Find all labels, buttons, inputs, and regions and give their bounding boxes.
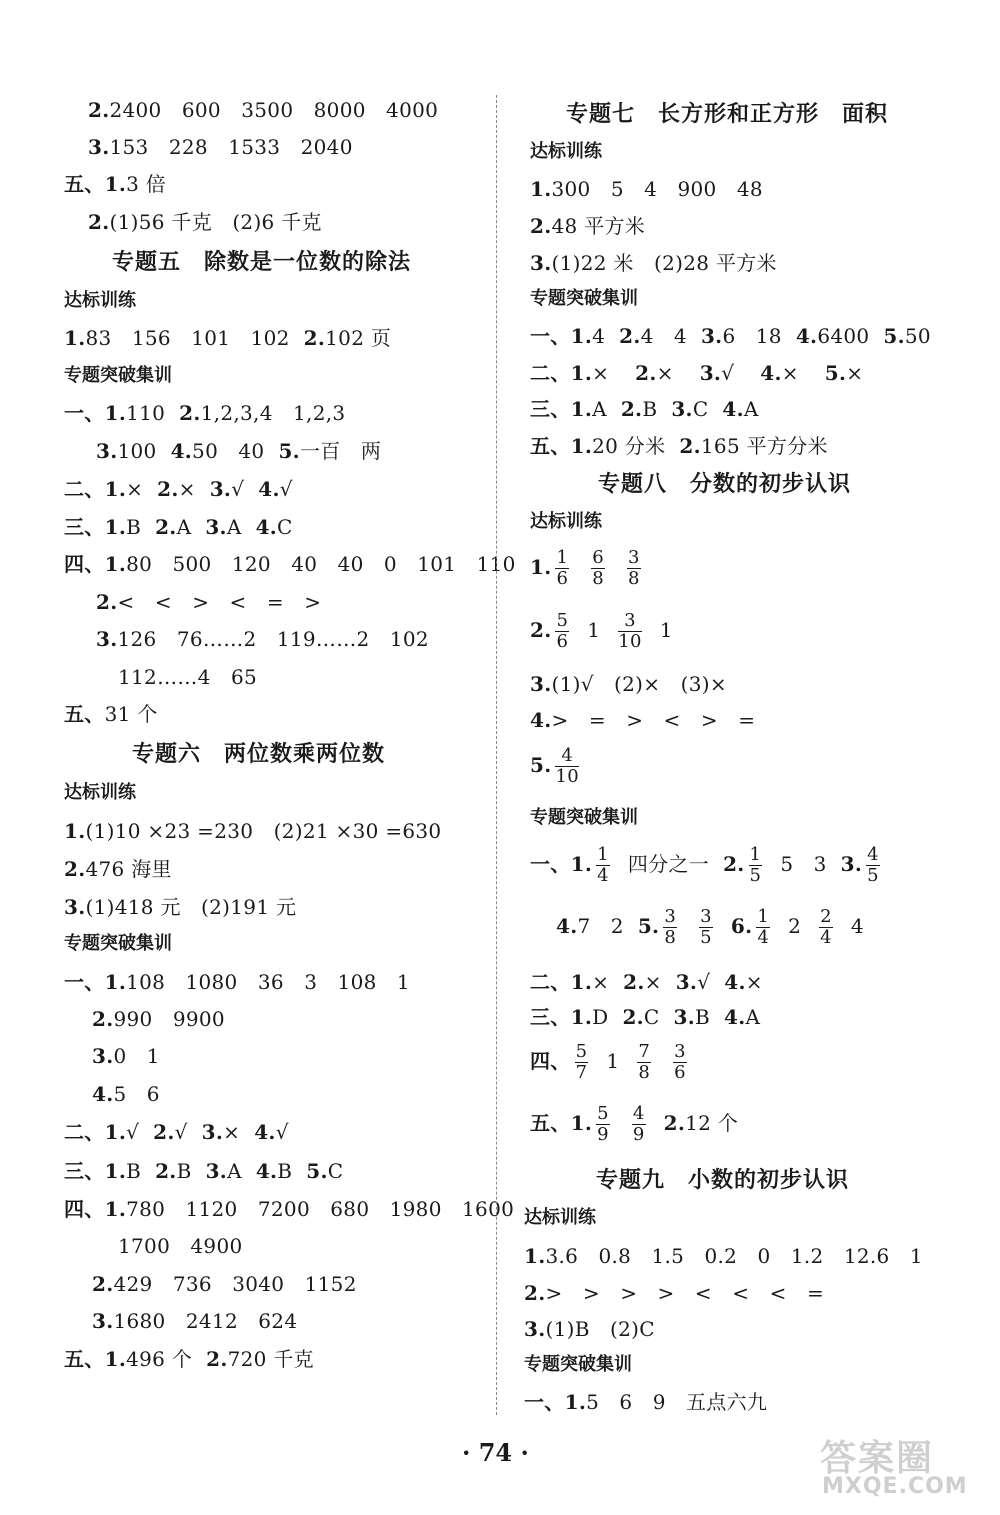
answer-line: 1. $\frac{1}{6}$ $\frac{6}{8}$ $\frac{3}{8}$ [530, 547, 640, 589]
answer-line: 二、1.√ 2.√ 3.× 4.√ [64, 1120, 289, 1144]
answer-line: 5. $\frac{4}{10}$ [530, 745, 579, 787]
answer-line: 四、1.80 500 120 40 40 0 101 110 [64, 552, 516, 576]
fraction: $\frac{1}{6}$ [556, 547, 569, 589]
answer-line: 3.126 76……2 119……2 102 [96, 627, 429, 651]
section-title: 专题五 除数是一位数的除法 [112, 250, 412, 275]
answer-line: 1.3.6 0.8 1.5 0.2 0 1.2 12.6 1 [524, 1244, 923, 1268]
answer-line: 3.0 1 [92, 1044, 160, 1068]
answer-line: 四、 $\frac{5}{7}$ 1 $\frac{7}{8}$ $\frac{3}{6}$ [530, 1041, 686, 1083]
watermark-text: 答案圈 [820, 1438, 935, 1479]
subsection-label: 达标训练 [524, 1207, 596, 1228]
answer-line: 1.(1)10 ×23 =230 (2)21 ×30 =630 [64, 819, 442, 843]
fraction: $\frac{3}{5}$ [700, 906, 712, 948]
answer-line: 2.48 平方米 [530, 214, 646, 238]
fraction: $\frac{2}{4}$ [820, 906, 832, 948]
answer-line: 二、1.× 2.× 3.√ 4.× 5.× [530, 361, 864, 385]
subsection-label: 专题突破集训 [530, 288, 638, 309]
fraction: $\frac{3}{10}$ [618, 610, 642, 652]
answer-line: 五、1.496 个 2.720 千克 [64, 1347, 314, 1371]
subsection-label: 专题突破集训 [64, 365, 172, 386]
answer-line: 3.1680 2412 624 [92, 1309, 298, 1333]
fraction: $\frac{3}{6}$ [674, 1041, 686, 1083]
answer-line: 二、1.× 2.× 3.√ 4.√ [64, 477, 293, 501]
answer-line: 五、1.3 倍 [64, 172, 167, 196]
section-title: 专题九 小数的初步认识 [596, 1168, 850, 1193]
fraction: $\frac{6}{8}$ [592, 547, 605, 589]
column-divider [496, 95, 497, 1415]
answer-line: 三、1.B 2.A 3.A 4.C [64, 515, 293, 539]
watermark-logo [820, 1430, 990, 1505]
fraction: $\frac{4}{9}$ [632, 1103, 645, 1145]
answer-line: 2.990 9900 [92, 1007, 225, 1031]
fraction: $\frac{1}{4}$ [757, 906, 770, 948]
watermark-url: MXQE.COM [822, 1474, 968, 1499]
answer-line: 三、1.B 2.B 3.A 4.B 5.C [64, 1159, 344, 1183]
answer-line: 1.83 156 101 102 2.102 页 [64, 326, 392, 350]
answer-line: 五、31 个 [64, 702, 158, 726]
section-title: 专题六 两位数乘两位数 [132, 742, 386, 767]
answer-line: 2.476 海里 [64, 857, 172, 881]
answer-line: 三、1.A 2.B 3.C 4.A [530, 397, 759, 421]
answer-line: 2.< < > < = > [96, 590, 322, 614]
answer-line: 五、1. $\frac{5}{9}$ $\frac{4}{9}$ 2.12 个 [530, 1103, 739, 1145]
answer-line: 4.7 2 5. $\frac{3}{8}$ $\frac{3}{5}$ 6. $\frac{1}{4}$ 2 $\frac{2}{4}$ 4 [556, 906, 864, 948]
subsection-label: 专题突破集训 [524, 1354, 632, 1375]
answer-line: 四、1.780 1120 7200 680 1980 1600 [64, 1197, 515, 1221]
fraction: $\frac{1}{4}$ [597, 844, 609, 886]
subsection-label: 专题突破集训 [530, 807, 638, 828]
fraction: $\frac{5}{6}$ [556, 610, 569, 652]
answer-line: 3.(1)22 米 (2)28 平方米 [530, 251, 777, 275]
fraction: $\frac{5}{9}$ [597, 1103, 609, 1145]
subsection-label: 专题突破集训 [64, 933, 172, 954]
answer-line: 2.2400 600 3500 8000 4000 [88, 98, 439, 122]
answer-line: 2.(1)56 千克 (2)6 千克 [88, 210, 322, 234]
section-title: 专题七 长方形和正方形 面积 [566, 102, 889, 127]
answer-line: 一、1.110 2.1,2,3,4 1,2,3 [64, 401, 346, 425]
answer-line: 五、1.20 分米 2.165 平方分米 [530, 434, 828, 458]
subsection-label: 达标训练 [530, 511, 602, 532]
answer-line: 一、1.4 2.4 4 3.6 18 4.6400 5.50 [530, 324, 931, 348]
answer-line: 3.153 228 1533 2040 [88, 135, 353, 159]
answer-line: 三、1.D 2.C 3.B 4.A [530, 1005, 761, 1029]
fraction: $\frac{4}{5}$ [867, 844, 879, 886]
answer-line: 1700 4900 [118, 1234, 243, 1258]
answer-line: 2.> > > > < < < = [524, 1281, 825, 1305]
answer-line: 一、1. $\frac{1}{4}$ 四分之一 2. $\frac{1}{5}$ 5 3 3. $\frac{4}{5}$ [530, 844, 879, 886]
answer-line: 一、1.108 1080 36 3 108 1 [64, 970, 410, 994]
fraction: $\frac{5}{7}$ [575, 1041, 588, 1083]
subsection-label: 达标训练 [64, 782, 136, 803]
answer-line: 3.(1)B (2)C [524, 1317, 655, 1341]
fraction: $\frac{1}{5}$ [749, 844, 762, 886]
answer-line: 3.100 4.50 40 5.一百 两 [96, 439, 382, 463]
subsection-label: 达标训练 [64, 290, 136, 311]
answer-line: 一、1.5 6 9 五点六九 [524, 1390, 768, 1414]
answer-line: 2. $\frac{5}{6}$ 1 $\frac{3}{10}$ 1 [530, 610, 673, 652]
fraction: $\frac{4}{10}$ [555, 745, 579, 787]
fraction: $\frac{3}{8}$ [628, 547, 640, 589]
answer-line: 1.300 5 4 900 48 [530, 177, 763, 201]
answer-line: 二、1.× 2.× 3.√ 4.× [530, 970, 763, 994]
answer-line: 2.429 736 3040 1152 [92, 1272, 357, 1296]
fraction: $\frac{7}{8}$ [638, 1041, 651, 1083]
answer-line: 3.(1)418 元 (2)191 元 [64, 895, 297, 919]
subsection-label: 达标训练 [530, 141, 602, 162]
answer-line: 4.> = > < > = [530, 708, 756, 732]
answer-line: 3.(1)√ (2)× (3)× [530, 672, 727, 696]
section-title: 专题八 分数的初步认识 [598, 472, 852, 497]
answer-line: 112……4 65 [118, 665, 258, 689]
page-number: · 74 · [462, 1438, 529, 1467]
answer-line: 4.5 6 [92, 1082, 160, 1106]
fraction: $\frac{3}{8}$ [664, 906, 677, 948]
